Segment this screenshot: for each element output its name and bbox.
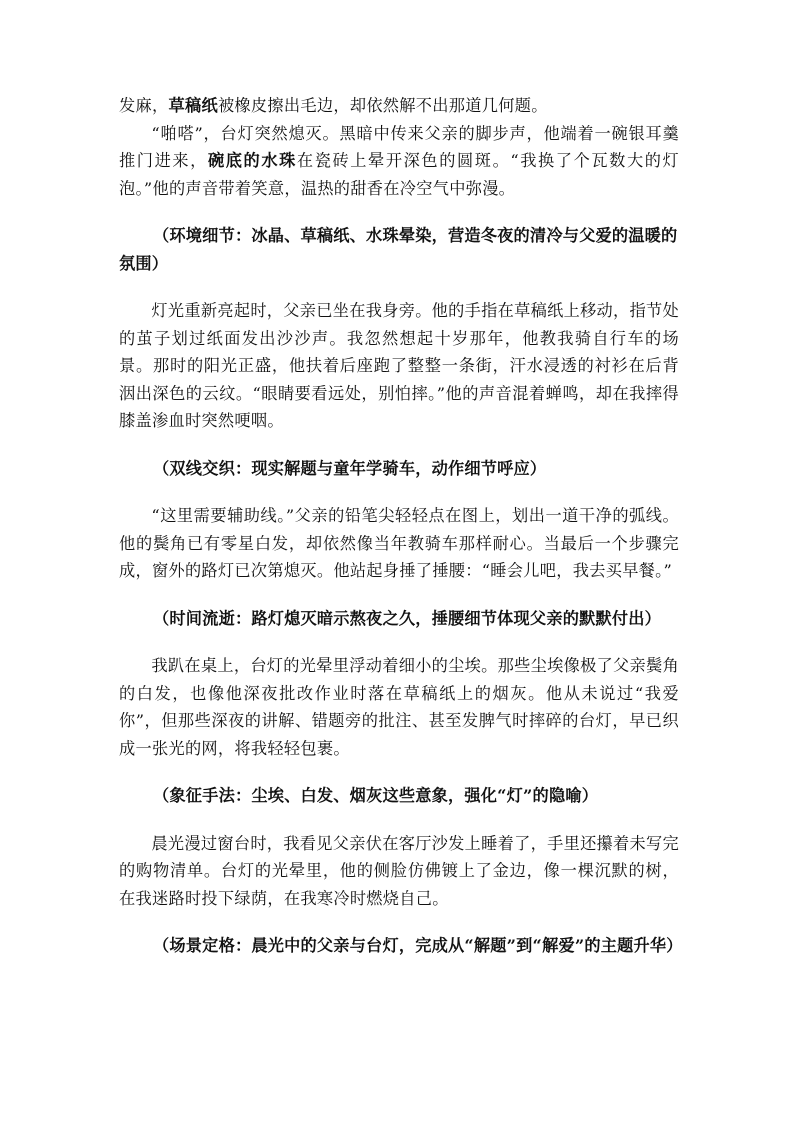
paragraph-2	[119, 120, 679, 203]
paragraph-2-text-b: 在瓷砖上晕开深色的圆斑。“我换了个瓦数大的灯泡。”他的声音带着笑意，温热的甜香在冷空气中弥漫。	[119, 151, 680, 198]
document-page	[119, 92, 683, 960]
paragraph-1-text-a: 发麻，	[119, 96, 169, 115]
paragraph-2-bold-water-drops: 碗底的水珠	[207, 151, 297, 170]
annotation-environment-detail: （环境细节：冰晶、草稿纸、水珠晕染，营造冬夜的清冷与父爱的温暖的氛围）	[119, 226, 678, 273]
paragraph-1-bold-draft-paper: 草稿纸	[168, 96, 218, 115]
paragraph-1	[119, 92, 679, 120]
paragraph-3: 灯光重新亮起时，父亲已坐在我身旁。他的手指在草稿纸上移动，指节处的茧子划过纸面发出沙沙声。我忽然想起十岁那年，他教我骑自行车的场景。那时的阳光正盛，他扶着后座跑了整整一条街，汗水浸透的衬衫在后背洇出深色的云纹。“眼睛要看远处，别怕摔。”他的声音混着蝉鸣，却在我摔得膝盖渗血时突然哽咽。	[119, 301, 679, 430]
annotation-symbolism: （象征手法：尘埃、白发、烟灰这些意象，强化“灯”的隐喻）	[153, 786, 599, 805]
annotation-time-passing: （时间流逝：路灯熄灭暗示熬夜之久，捶腰细节体现父亲的默默付出）	[153, 608, 662, 628]
annotation-scene-freeze: （场景定格：晨光中的父亲与台灯，完成从“解题”到“解爱”的主题升华）	[153, 936, 683, 955]
annotation-dual-storyline: （双线交织：现实解题与童年学骑车，动作细节呼应）	[153, 458, 547, 478]
paragraph-2-text-a: “啪嗒”，台灯突然熄灭。黑暗中传来父亲的脚步声，他端着一碗银耳羹推门进来，	[119, 123, 679, 170]
paragraph-1-text-b: 被橡皮擦出毛边，却依然解不出那道几何题。	[217, 96, 548, 115]
paragraph-4: “这里需要辅助线。”父亲的铅笔尖轻轻点在图上，划出一道干净的弧线。他的鬓角已有零星白发，却依然像当年教骑车那样耐心。当最后一个步骤完成，窗外的路灯已次第熄灭。他站起身捶了捶腰：“睡会儿吧，我去买早餐。”	[119, 506, 679, 580]
paragraph-6: 晨光漫过窗台时，我看见父亲伏在客厅沙发上睡着了，手里还攥着未写完的购物清单。台灯的光晕里，他的侧脸仿佛镀上了金边，像一棵沉默的树，在我迷路时投下绿荫，在我寒冷时燃烧自己。	[119, 833, 679, 908]
paragraph-5: 我趴在桌上，台灯的光晕里浮动着细小的尘埃。那些尘埃像极了父亲鬓角的白发，也像他深夜批改作业时落在草稿纸上的烟灰。他从未说过“我爱你”，但那些深夜的讲解、错题旁的批注、甚至发脾气时摔碎的台灯，早已织成一张光的网，将我轻轻包裹。	[119, 656, 679, 758]
